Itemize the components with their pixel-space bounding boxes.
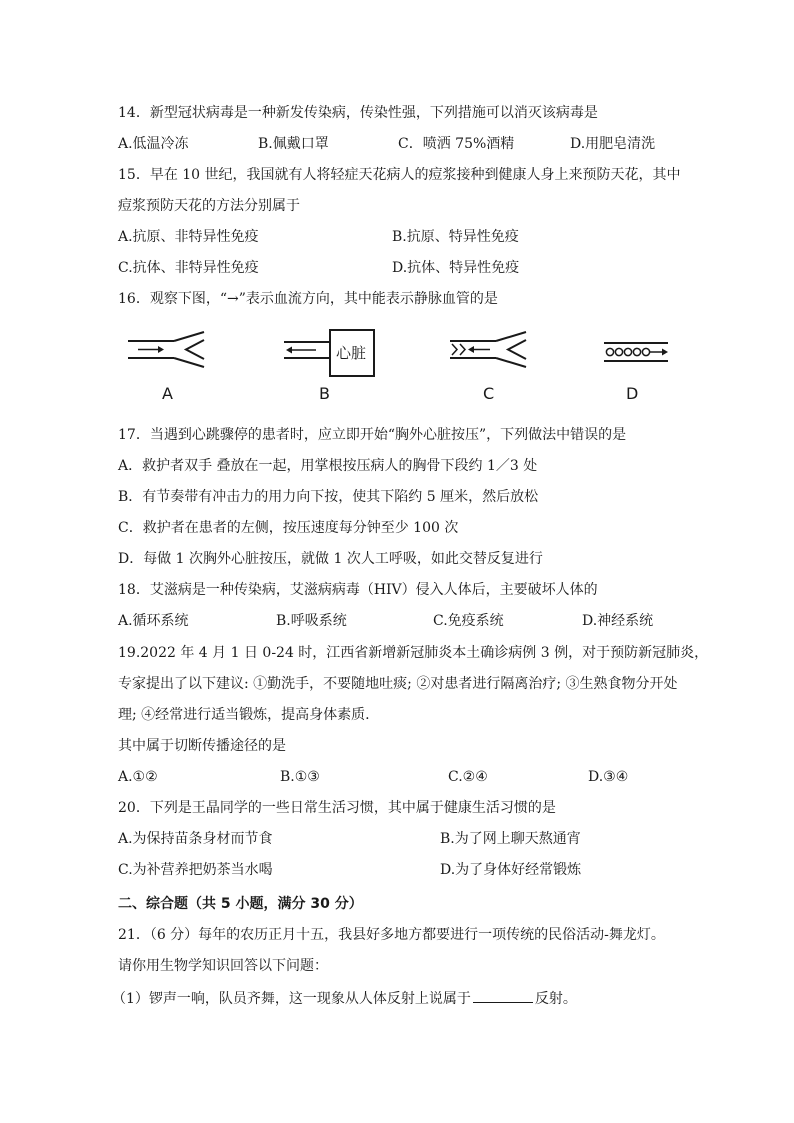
- q19-option-a: A.①②: [118, 769, 158, 785]
- q20-option-c: C.为补营养把奶茶当水喝: [118, 862, 273, 878]
- heart-label: 心脏: [336, 344, 367, 362]
- q17-option-d: D．每做 1 次胸外心脏按压，就做 1 次人工呼吸，如此交替反复进行: [118, 551, 543, 567]
- q21-sub1-text: （1）锣声一响，队员齐舞，这一现象从人体反射上说属于: [112, 991, 471, 1007]
- figure-label-c: C: [483, 384, 495, 403]
- q15-stem-line2: 痘浆预防天花的方法分别属于: [118, 198, 300, 214]
- q15-option-d: D.抗体、特异性免疫: [392, 260, 520, 276]
- figure-label-a: A: [162, 384, 173, 403]
- q21-stem-line1: 21．（6 分）每年的农历正月十五，我县好多地方都要进行一项传统的民俗活动-舞龙灯。: [118, 927, 665, 943]
- answer-blank[interactable]: [473, 988, 533, 1003]
- figure-label-b: B: [319, 384, 330, 403]
- q18-option-a: A.循环系统: [118, 613, 189, 629]
- vessel-figure-d: [602, 340, 672, 364]
- q14-option-c: C．喷洒 75%酒精: [398, 136, 515, 152]
- q20-option-a: A.为保持苗条身材而节食: [118, 831, 273, 847]
- q19-stem-line4: 其中属于切断传播途径的是: [118, 738, 286, 754]
- q14-option-b: B.佩戴口罩: [258, 136, 329, 152]
- q21-stem-line2: 请你用生物学知识回答以下问题：: [118, 958, 328, 974]
- q17-option-a: A．救护者双手 叠放在一起，用掌根按压病人的胸骨下段约 1／3 处: [118, 458, 538, 474]
- q19-option-c: C.②④: [448, 769, 488, 785]
- q14-option-a: A.低温冷冻: [118, 136, 189, 152]
- section-heading: 二、综合题（共 5 小题，满分 30 分）: [118, 896, 363, 912]
- q19-stem-line1: 19.2022 年 4 月 1 日 0-24 时，江西省新增新冠肺炎本土确诊病例 3 例，对于预防新冠肺炎，: [118, 645, 709, 661]
- q15-option-c: C.抗体、非特异性免疫: [118, 260, 259, 276]
- q18-stem: 18．艾滋病是一种传染病，艾滋病病毒（HIV）侵入人体后，主要破坏人体的: [118, 582, 598, 598]
- q18-option-c: C.免疫系统: [433, 613, 504, 629]
- q21-sub1-suffix: 反射。: [534, 991, 577, 1007]
- q16-stem: 16．观察下图，“→”表示血流方向，其中能表示静脉血管的是: [118, 291, 498, 307]
- q20-option-b: B.为了网上聊天熬通宵: [440, 831, 581, 847]
- q14-stem: 14．新型冠状病毒是一种新发传染病，传染性强，下列措施可以消灭该病毒是: [118, 105, 598, 121]
- vessel-figure-c: [448, 332, 538, 368]
- q17-stem: 17．当遇到心跳骤停的患者时，应立即开始“胸外心脏按压”，下列做法中错误的是: [118, 427, 627, 443]
- q15-option-a: A.抗原、非特异性免疫: [118, 229, 259, 245]
- q14-option-d: D.用肥皂清洗: [570, 136, 656, 152]
- q19-option-b: B.①③: [280, 769, 320, 785]
- q17-option-c: C．救护者在患者的左侧，按压速度每分钟至少 100 次: [118, 520, 459, 536]
- q19-stem-line3: 理; ④经常进行适当锻炼，提高身体素质.: [118, 707, 370, 723]
- q21-subquestion-1: [112, 988, 577, 1008]
- q19-stem-line2: 专家提出了以下建议: ①勤洗手，不要随地吐痰; ②对患者进行隔离治疗; ③生熟食物分开处: [118, 676, 678, 692]
- q15-stem-line1: 15．早在 10 世纪，我国就有人将轻症天花病人的痘浆接种到健康人身上来预防天花，其中: [118, 167, 681, 183]
- q20-option-d: D.为了身体好经常锻炼: [440, 862, 582, 878]
- figure-label-d: D: [626, 384, 639, 403]
- vessel-figure-a: [126, 332, 216, 368]
- q15-option-b: B.抗原、特异性免疫: [392, 229, 519, 245]
- q20-stem: 20．下列是王晶同学的一些日常生活习惯，其中属于健康生活习惯的是: [118, 800, 556, 816]
- q18-option-d: D.神经系统: [582, 613, 654, 629]
- q18-option-b: B.呼吸系统: [276, 613, 347, 629]
- q17-option-b: B．有节奏带有冲击力的用力向下按，使其下陷约 5 厘米，然后放松: [118, 489, 539, 505]
- q19-option-d: D.③④: [588, 769, 629, 785]
